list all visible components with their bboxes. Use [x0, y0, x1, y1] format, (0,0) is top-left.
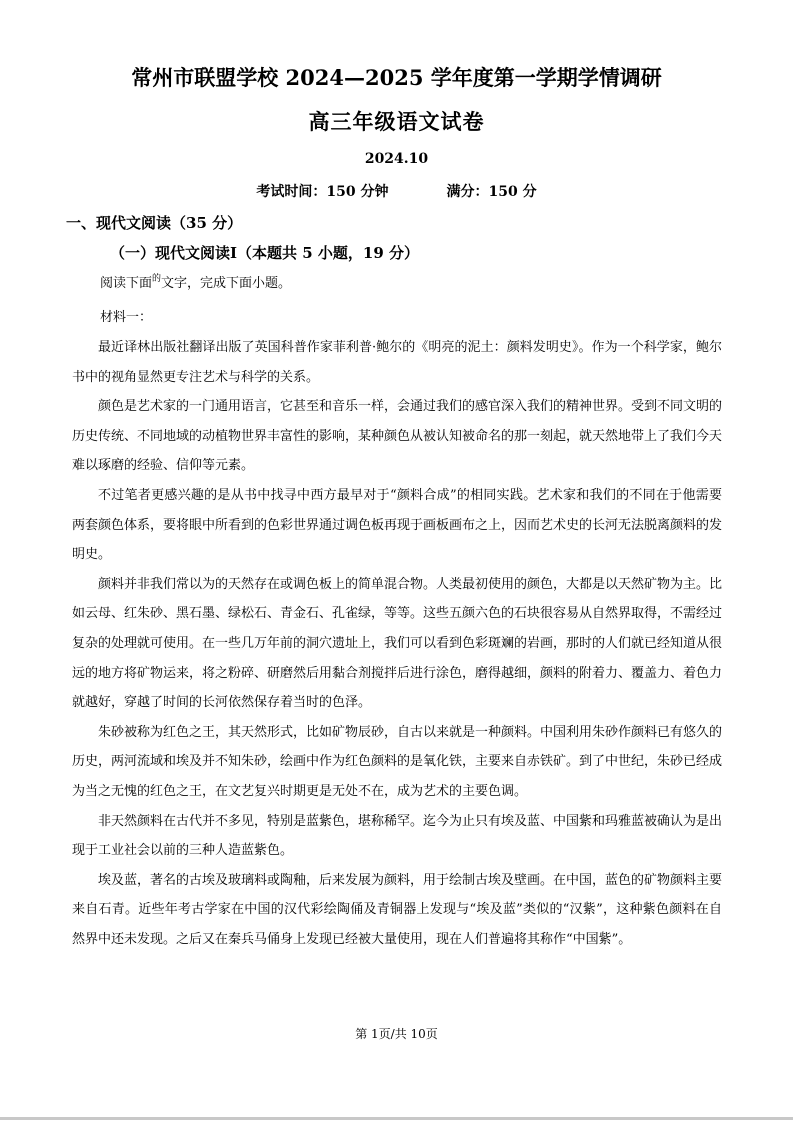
exam-subtitle: 高三年级语文试卷 — [308, 109, 485, 134]
passage-paragraph: 朱砂被称为红色之王，其天然形式，比如矿物辰砂，自古以来就是一种颜料。中国利用朱砂作颜料已有悠久的历史，两河流域和埃及并不知朱砂，绘画中作为红色颜料的是氧化铁，主要来自赤铁矿。到了中世纪，朱砂已经成为当之无愧的红色之王，在文艺复兴时期更是无处不在，成为艺术的主要色调。 — [72, 724, 723, 799]
full-score: 满分：150 分 — [446, 184, 537, 200]
passage-paragraph: 非天然颜料在古代并不多见，特别是蓝紫色，堪称稀罕。迄今为止只有埃及蓝、中国紫和玛雅蓝被确认为是出现于工业社会以前的三种人造蓝紫色。 — [72, 813, 723, 859]
material-label: 材料一： — [100, 310, 153, 325]
reading-instruction — [100, 272, 291, 291]
passage-paragraph: 最近译林出版社翻译出版了英国科普作家菲利普·鲍尔的《明亮的泥土：颜料发明史》。作为一个科学家，鲍尔书中的视角显然更专注艺术与科学的关系。 — [72, 340, 722, 385]
exam-date: 2024.10 — [364, 151, 429, 167]
exam-meta — [0, 181, 793, 201]
reading-passage — [72, 333, 722, 954]
section-heading: 一、现代文阅读（35 分） — [66, 214, 243, 232]
page-bottom-divider — [0, 1117, 793, 1120]
instruction-text-before: 阅读下面 — [100, 276, 153, 291]
exam-title: 常州市联盟学校 2024—2025 学年度第一学期学情调研 — [131, 65, 662, 90]
passage-paragraph: 颜料并非我们常以为的天然存在或调色板上的简单混合物。人类最初使用的颜色，大都是以天然矿物为主。比如云母、红朱砂、黑石墨、绿松石、青金石、孔雀绿，等等。这些五颜六色的石块很容易从自然界取得，不需经过复杂的处理就可使用。在一些几万年前的洞穴遗址上，我们可以看到色彩斑斓的岩画，那时的人们就已经知道从很远的地方将矿物运来，将之粉碎、研磨然后用黏合剂搅拌后进行涂色，磨得越细，颜料的附着力、覆盖力、着色力就越好，穿越了时间的长河依然保存着当时的色泽。 — [72, 576, 723, 711]
subsection-heading: （一）现代文阅读Ⅰ（本题共 5 小题，19 分） — [110, 244, 419, 262]
instruction-particle: 的 — [152, 274, 162, 284]
exam-time: 考试时间：150 分钟 — [256, 184, 389, 200]
page-indicator: 第 1页/共 10页 — [355, 1027, 438, 1041]
passage-paragraph: 颜色是艺术家的一门通用语言，它甚至和音乐一样，会通过我们的感官深入我们的精神世界。受到不同文明的历史传统、不同地域的动植物世界丰富性的影响，某种颜色从被认知被命名的那一刻起，就天然地带上了我们今天难以琢磨的经验、信仰等元素。 — [72, 399, 723, 474]
passage-paragraph: 埃及蓝，著名的古埃及玻璃料或陶釉，后来发展为颜料，用于绘制古埃及壁画。在中国，蓝色的矿物颜料主要来自石青。近些年考古学家在中国的汉代彩绘陶俑及青铜器上发现与“埃及蓝”类似的“汉紫”，这种紫色颜料在自然界中还未发现。之后又在秦兵马俑身上发现已经被大量使用，现在人们普遍将其称作“中国紫”。 — [72, 872, 723, 947]
passage-paragraph: 不过笔者更感兴趣的是从书中找寻中西方最早对于“颜料合成”的相同实践。艺术家和我们的不同在于他需要两套颜色体系，要将眼中所看到的色彩世界通过调色板再现于画板画布之上，因而艺术史的长河无法脱离颜料的发明史。 — [72, 487, 723, 563]
instruction-text-after: 文字，完成下面小题。 — [161, 276, 292, 291]
